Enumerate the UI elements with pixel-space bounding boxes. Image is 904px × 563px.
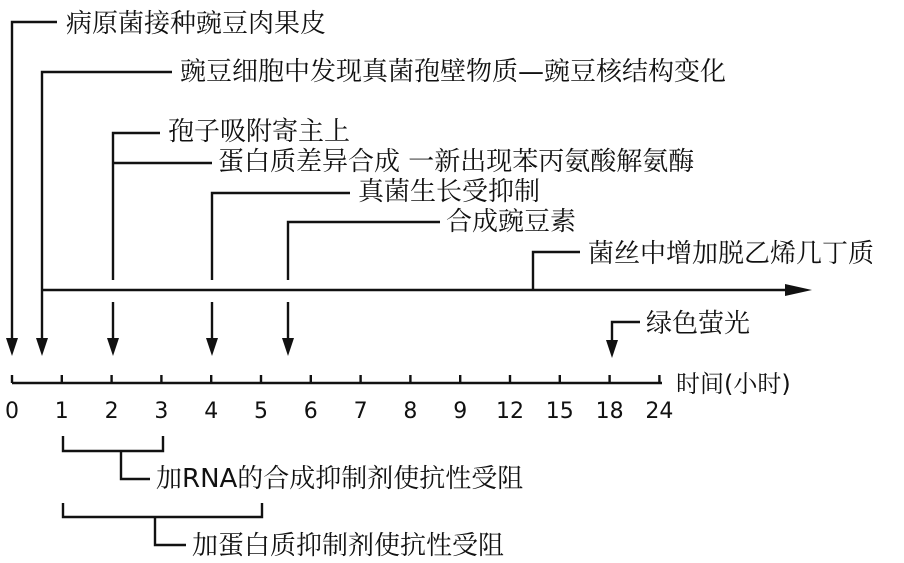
- event-growth-inhibited: [206, 177, 540, 356]
- event-chitin: [533, 239, 874, 290]
- arrowhead-down-icon: [107, 338, 119, 356]
- event-label-7: 绿色萤光: [646, 309, 751, 339]
- leader-line: [42, 72, 172, 340]
- arrowhead-down-icon: [6, 338, 18, 356]
- axis-tick-label: 7: [353, 399, 368, 424]
- axis-tick-label: 1: [54, 399, 69, 424]
- axis-tick-label: 12: [496, 399, 524, 424]
- event-label-6: 菌丝中增加脱乙烯几丁质: [588, 239, 875, 269]
- leader-line: [288, 222, 440, 280]
- axis-tick-label: 0: [5, 399, 19, 424]
- axis-label: 时间(小时): [676, 370, 791, 398]
- bracket-line: [63, 436, 163, 451]
- bracket-label-1: 加蛋白质抑制剂使抗性受阻: [192, 531, 505, 561]
- leader-line: [12, 22, 57, 340]
- event-label-2: 孢子吸附寄主上: [168, 117, 351, 147]
- leader-line: [612, 322, 640, 342]
- axis-tick-label: 15: [545, 399, 574, 424]
- event-spore-adhesion: [113, 117, 350, 280]
- leader-line: [113, 133, 160, 280]
- bracket-label-0: 加RNA的合成抑制剂使抗性受阻: [156, 464, 524, 494]
- arrowhead-down-icon: [282, 338, 294, 356]
- arrowhead-down-icon: [606, 340, 618, 358]
- bracket-protein-inhibitor: [63, 503, 504, 561]
- event-fluorescence: [606, 309, 750, 358]
- arrowhead-down-icon: [36, 338, 48, 356]
- event-label-0: 病原菌接种豌豆肉果皮: [66, 9, 327, 39]
- axis-tick-label: 5: [254, 399, 268, 424]
- leader-line: [533, 252, 580, 290]
- duration-arrow: [42, 284, 812, 296]
- axis-tick-label: 18: [595, 399, 624, 424]
- axis-tick-label: 2: [104, 399, 119, 424]
- axis-tick-label: 24: [645, 399, 674, 424]
- bracket-line: [63, 503, 262, 517]
- axis-tick-label: 8: [403, 399, 418, 424]
- event-label-3: 蛋白质差异合成 一新出现苯丙氨酸解氨酶: [218, 147, 695, 177]
- event-label-1: 豌豆细胞中发现真菌孢壁物质—豌豆核结构变化: [180, 57, 727, 87]
- axis-tick-label: 4: [204, 399, 219, 424]
- bracket-leader: [155, 517, 186, 545]
- event-label-5: 合成豌豆素: [446, 207, 577, 237]
- axis-tick-label: 6: [303, 399, 318, 424]
- bracket-rna-inhibitor: [63, 436, 523, 494]
- time-axis: [5, 370, 791, 424]
- bracket-leader: [121, 451, 150, 479]
- event-label-4: 真菌生长受抑制: [358, 177, 541, 207]
- axis-tick-label: 3: [154, 399, 169, 424]
- leader-line: [212, 193, 350, 280]
- arrowhead-right-icon: [785, 284, 812, 296]
- arrowhead-down-icon: [206, 338, 218, 356]
- axis-tick-label: 9: [453, 399, 468, 424]
